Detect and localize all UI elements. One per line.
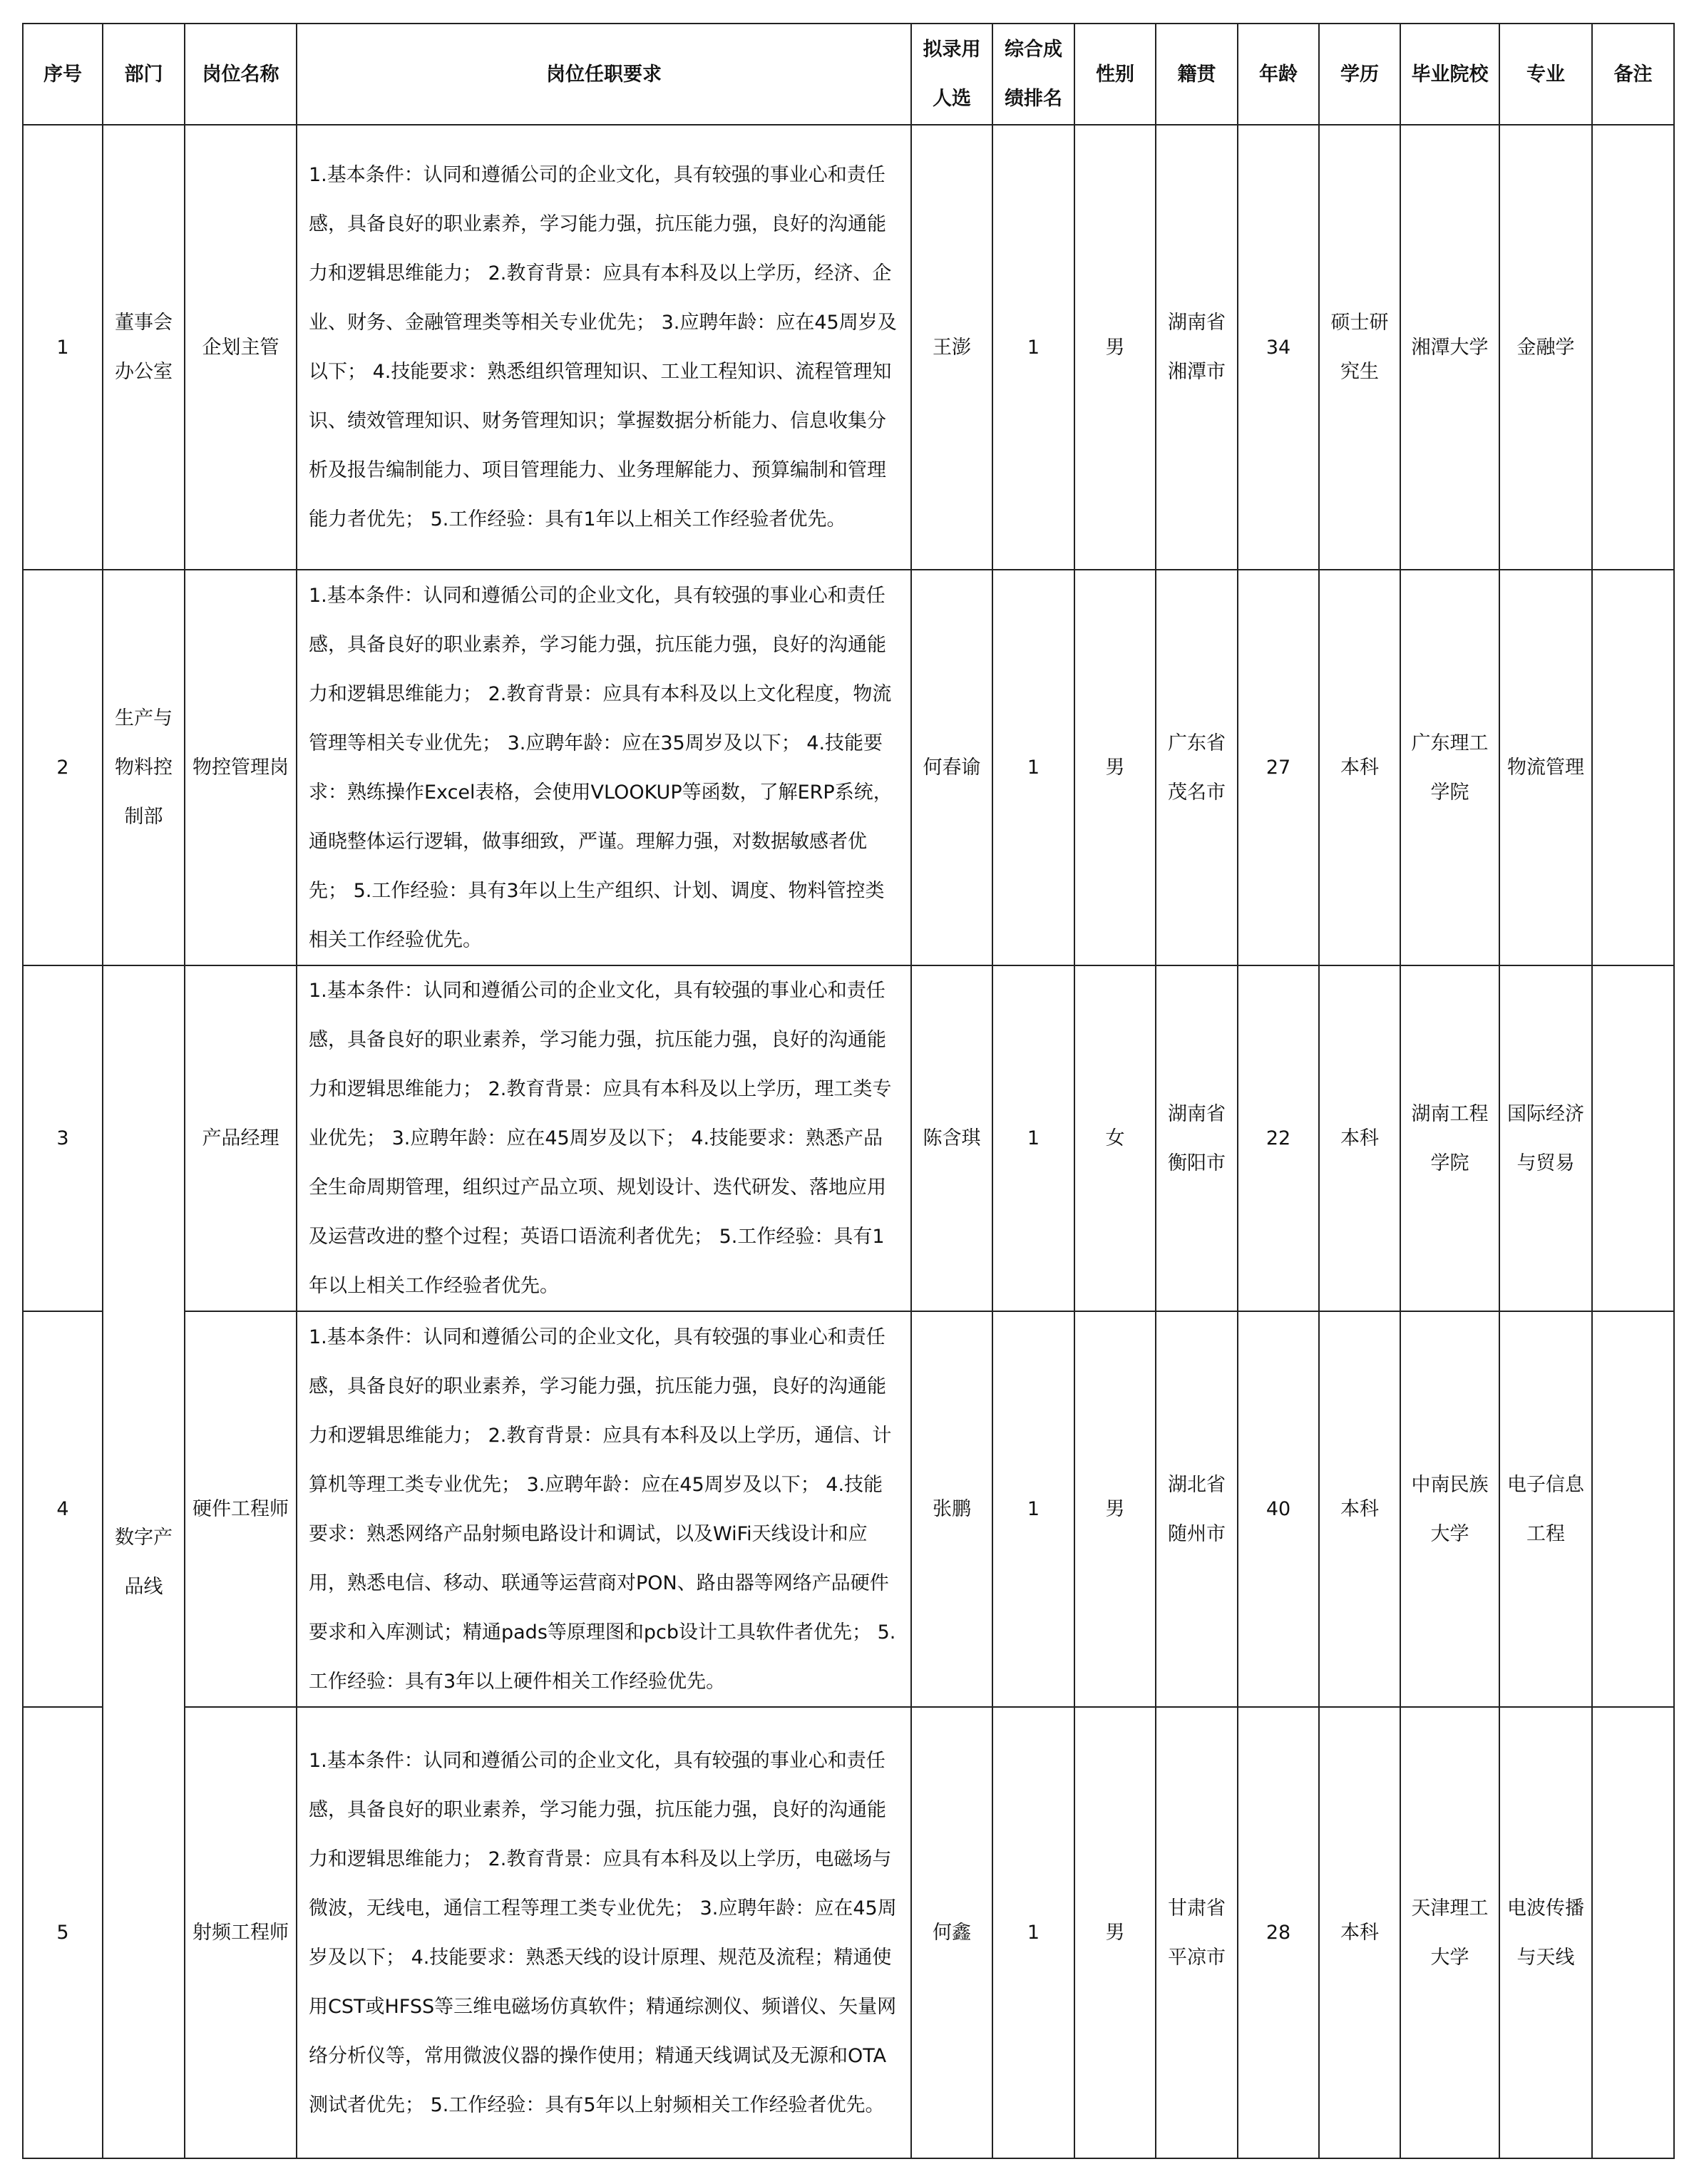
cell-seq: 5: [23, 1707, 103, 2158]
cell-requirements: 1.基本条件：认同和遵循公司的企业文化，具有较强的事业心和责任感，具备良好的职业素养，学习能力强，抗压能力强，良好的沟通能力和逻辑思维能力； 2.教育背景：应具有本科及以上学历，经济、企业、财务、金融管理类等相关专业优先； 3.应聘年龄：应在45周岁及以下； 4.技能要求：熟悉组织管理知识、工业工程知识、流程管理知识、绩效管理知识、财务管理知识；掌握数据分析能力、信息收集分析及报告编制能力、项目管理能力、业务理解能力、预算编制和管理能力者优先； 5.工作经验：具有1年以上相关工作经验者优先。: [297, 125, 911, 570]
header-dept: 部门: [103, 24, 185, 125]
table-row: [23, 125, 1674, 570]
cell-position: 物控管理岗: [185, 570, 297, 965]
table-row: [23, 965, 1674, 1311]
cell-school: 天津理工大学: [1400, 1707, 1499, 2158]
cell-seq: 2: [23, 570, 103, 965]
cell-origin: 湖南省湘潭市: [1156, 125, 1238, 570]
header-rank: 综合成绩排名: [992, 24, 1074, 125]
cell-school: 中南民族大学: [1400, 1311, 1499, 1707]
header-age: 年龄: [1238, 24, 1319, 125]
cell-origin: 甘肃省平凉市: [1156, 1707, 1238, 2158]
cell-major: 电子信息工程: [1499, 1311, 1592, 1707]
cell-gender: 男: [1074, 1707, 1156, 2158]
cell-requirements: 1.基本条件：认同和遵循公司的企业文化，具有较强的事业心和责任感，具备良好的职业素养，学习能力强，抗压能力强，良好的沟通能力和逻辑思维能力； 2.教育背景：应具有本科及以上文化程度，物流管理等相关专业优先； 3.应聘年龄：应在35周岁及以下； 4.技能要求：熟练操作Excel表格，会使用VLOOKUP等函数，了解ERP系统，通晓整体运行逻辑，做事细致，严谨。理解力强，对数据敏感者优先； 5.工作经验：具有3年以上生产组织、计划、调度、物料管控类相关工作经验优先。: [297, 570, 911, 965]
cell-dept: 生产与物料控制部: [103, 570, 185, 965]
cell-position: 射频工程师: [185, 1707, 297, 2158]
cell-requirements: 1.基本条件：认同和遵循公司的企业文化，具有较强的事业心和责任感，具备良好的职业素养，学习能力强，抗压能力强，良好的沟通能力和逻辑思维能力； 2.教育背景：应具有本科及以上学历，理工类专业优先； 3.应聘年龄：应在45周岁及以下； 4.技能要求：熟悉产品全生命周期管理，组织过产品立项、规划设计、迭代研发、落地应用及运营改进的整个过程；英语口语流利者优先； 5.工作经验：具有1年以上相关工作经验者优先。: [297, 965, 911, 1311]
header-remarks: 备注: [1592, 24, 1674, 125]
cell-rank: 1: [992, 1707, 1074, 2158]
cell-rank: 1: [992, 1311, 1074, 1707]
header-position: 岗位名称: [185, 24, 297, 125]
cell-dept: 数字产品线: [103, 965, 185, 2158]
header-candidate: 拟录用人选: [911, 24, 992, 125]
header-education: 学历: [1319, 24, 1400, 125]
cell-school: 湘潭大学: [1400, 125, 1499, 570]
cell-requirements: 1.基本条件：认同和遵循公司的企业文化，具有较强的事业心和责任感，具备良好的职业素养，学习能力强，抗压能力强，良好的沟通能力和逻辑思维能力； 2.教育背景：应具有本科及以上学历，电磁场与微波，无线电，通信工程等理工类专业优先； 3.应聘年龄：应在45周岁及以下； 4.技能要求：熟悉天线的设计原理、规范及流程；精通使用CST或HFSS等三维电磁场仿真软件；精通综测仪、频谱仪、矢量网络分析仪等，常用微波仪器的操作使用；精通天线调试及无源和OTA测试者优先； 5.工作经验：具有5年以上射频相关工作经验者优先。: [297, 1707, 911, 2158]
cell-education: 本科: [1319, 570, 1400, 965]
cell-rank: 1: [992, 965, 1074, 1311]
cell-requirements: 1.基本条件：认同和遵循公司的企业文化，具有较强的事业心和责任感，具备良好的职业素养，学习能力强，抗压能力强，良好的沟通能力和逻辑思维能力； 2.教育背景：应具有本科及以上学历，通信、计算机等理工类专业优先； 3.应聘年龄：应在45周岁及以下； 4.技能要求：熟悉网络产品射频电路设计和调试，以及WiFi天线设计和应用，熟悉电信、移动、联通等运营商对PON、路由器等网络产品硬件要求和入库测试；精通pads等原理图和pcb设计工具软件者优先； 5.工作经验：具有3年以上硬件相关工作经验优先。: [297, 1311, 911, 1707]
cell-position: 企划主管: [185, 125, 297, 570]
cell-education: 本科: [1319, 1311, 1400, 1707]
cell-remarks: [1592, 570, 1674, 965]
cell-candidate: 王澎: [911, 125, 992, 570]
cell-age: 40: [1238, 1311, 1319, 1707]
cell-candidate: 张鹏: [911, 1311, 992, 1707]
header-school: 毕业院校: [1400, 24, 1499, 125]
header-origin: 籍贯: [1156, 24, 1238, 125]
cell-origin: 湖北省随州市: [1156, 1311, 1238, 1707]
cell-education: 本科: [1319, 965, 1400, 1311]
cell-candidate: 何鑫: [911, 1707, 992, 2158]
cell-seq: 1: [23, 125, 103, 570]
cell-age: 34: [1238, 125, 1319, 570]
cell-major: 国际经济与贸易: [1499, 965, 1592, 1311]
cell-dept: 董事会办公室: [103, 125, 185, 570]
cell-candidate: 陈含琪: [911, 965, 992, 1311]
cell-education: 本科: [1319, 1707, 1400, 2158]
cell-gender: 男: [1074, 125, 1156, 570]
header-gender: 性别: [1074, 24, 1156, 125]
table-row: [23, 1707, 1674, 2158]
cell-age: 27: [1238, 570, 1319, 965]
cell-gender: 男: [1074, 1311, 1156, 1707]
cell-age: 22: [1238, 965, 1319, 1311]
cell-seq: 3: [23, 965, 103, 1311]
header-seq: 序号: [23, 24, 103, 125]
cell-position: 产品经理: [185, 965, 297, 1311]
cell-major: 金融学: [1499, 125, 1592, 570]
table-row: [23, 570, 1674, 965]
cell-gender: 女: [1074, 965, 1156, 1311]
cell-school: 广东理工学院: [1400, 570, 1499, 965]
header-requirements: 岗位任职要求: [297, 24, 911, 125]
header-major: 专业: [1499, 24, 1592, 125]
cell-education: 硕士研究生: [1319, 125, 1400, 570]
table-row: [23, 1311, 1674, 1707]
cell-position: 硬件工程师: [185, 1311, 297, 1707]
cell-seq: 4: [23, 1311, 103, 1707]
cell-remarks: [1592, 1707, 1674, 2158]
cell-rank: 1: [992, 125, 1074, 570]
cell-major: 电波传播与天线: [1499, 1707, 1592, 2158]
cell-candidate: 何春谕: [911, 570, 992, 965]
cell-age: 28: [1238, 1707, 1319, 2158]
cell-major: 物流管理: [1499, 570, 1592, 965]
cell-school: 湖南工程学院: [1400, 965, 1499, 1311]
hiring-table: [22, 23, 1675, 2159]
cell-rank: 1: [992, 570, 1074, 965]
cell-gender: 男: [1074, 570, 1156, 965]
cell-remarks: [1592, 1311, 1674, 1707]
cell-origin: 广东省茂名市: [1156, 570, 1238, 965]
cell-remarks: [1592, 965, 1674, 1311]
table-header-row: [23, 24, 1674, 125]
cell-origin: 湖南省衡阳市: [1156, 965, 1238, 1311]
cell-remarks: [1592, 125, 1674, 570]
